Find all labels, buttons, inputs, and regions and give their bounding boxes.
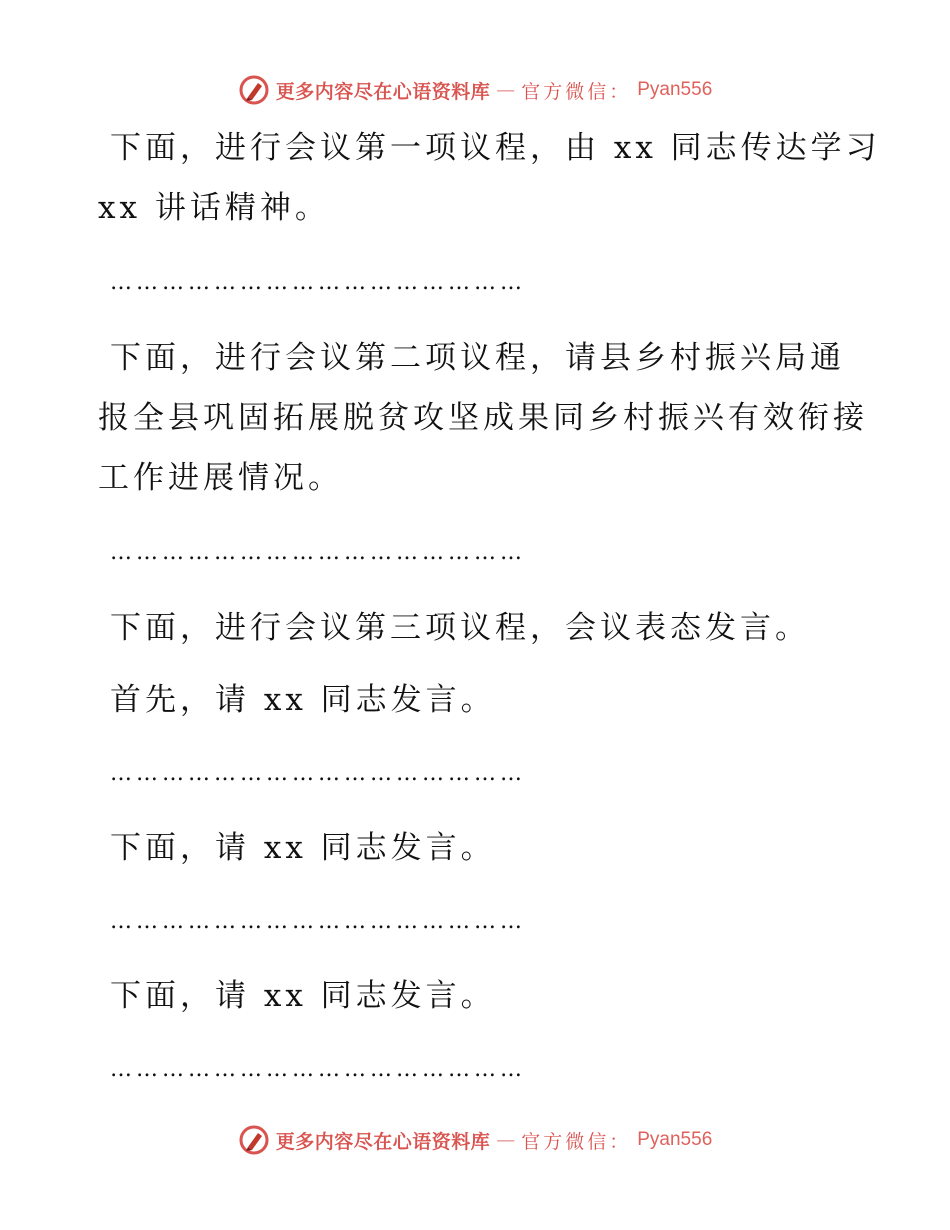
- banner-title: 更多内容尽在心语资料库: [275, 80, 491, 103]
- banner-wechat-label: 官方微信：: [521, 1130, 632, 1153]
- paragraph-5: 下面，请 xx 同志发言。: [110, 830, 496, 866]
- ellipsis-separator: …………………………………………: [110, 1057, 526, 1082]
- paragraph-1-line-2: xx 讲话精神。: [98, 190, 330, 226]
- paragraph-2-line-2: 报全县巩固拓展脱贫攻坚成果同乡村振兴有效衔接: [98, 400, 868, 436]
- banner-title: 更多内容尽在心语资料库: [275, 1130, 491, 1153]
- header-banner: [0, 72, 950, 108]
- banner-dash: —: [496, 79, 516, 101]
- paragraph-3: 下面，进行会议第三项议程，会议表态发言。: [110, 610, 810, 646]
- banner-wechat-label: 官方微信：: [521, 80, 632, 103]
- paragraph-4: 首先，请 xx 同志发言。: [110, 682, 496, 718]
- ellipsis-separator: …………………………………………: [110, 540, 526, 565]
- pen-logo-icon: [238, 74, 270, 106]
- document-body: [98, 118, 881, 1108]
- ellipsis-separator: …………………………………………: [110, 761, 526, 786]
- paragraph-1-line-1: 下面，进行会议第一项议程，由 xx 同志传达学习: [110, 130, 881, 166]
- footer-banner: [0, 1122, 950, 1158]
- banner-wechat-id: Pyan556: [637, 1129, 713, 1150]
- paragraph-2-line-1: 下面，进行会议第二项议程，请县乡村振兴局通: [110, 340, 845, 376]
- pen-logo-icon: [238, 1124, 270, 1156]
- paragraph-6: 下面，请 xx 同志发言。: [110, 978, 496, 1014]
- banner-wechat-id: Pyan556: [637, 79, 713, 100]
- ellipsis-separator: …………………………………………: [110, 909, 526, 934]
- banner-dash: —: [496, 1129, 516, 1151]
- ellipsis-separator: …………………………………………: [110, 270, 526, 295]
- paragraph-2-line-3: 工作进展情况。: [98, 460, 343, 496]
